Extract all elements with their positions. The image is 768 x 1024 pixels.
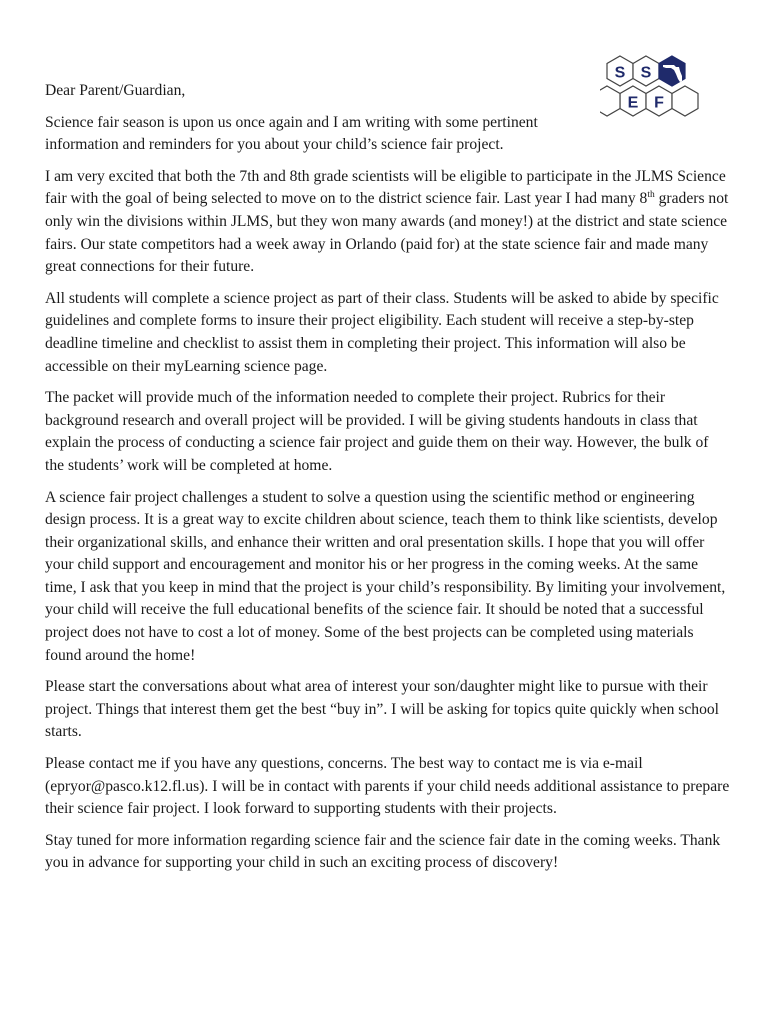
paragraph-eligibility-part1: I am very excited that both the 7th and 8th grade scientists will be eligible to participate in the JLMS Science fair with the goal of being selected to move on to the district science fair. Last year I had many 8: [45, 167, 726, 208]
logo-letter-s2: S: [640, 64, 652, 82]
paragraph-eligibility: [45, 166, 730, 279]
paragraph-packet: The packet will provide much of the information needed to complete their project. Rubrics for their background research and overall project will be provided. I will be giving students handouts in class that explain the process of conducting a science fair project and guide them on their way. However, the bulk of the students’ work will be completed at home.: [45, 389, 709, 474]
logo-letter-f: F: [654, 94, 664, 112]
logo-letter-s1: S: [614, 64, 626, 82]
paragraph-intro: Science fair season is upon us once again and I am writing with some pertinent information and reminders for you about your child’s science fair project.: [45, 113, 538, 154]
ordinal-superscript: th: [647, 190, 655, 201]
paragraph-contact: Please contact me if you have any questions, concerns. The best way to contact me is via e-mail (epryor@pasco.k12.fl.us). I will be in contact with parents if your child needs additional assistance to prepare their science fair project. I look forward to supporting students with their projects.: [45, 755, 730, 818]
paragraph-conversations: Please start the conversations about what area of interest your son/daughter might like to pursue with their project. Things that interest them get the best “buy in”. I will be asking for topics quite quickly when school starts.: [45, 678, 719, 741]
paragraph-closing: Stay tuned for more information regarding science fair and the science fair date in the coming weeks. Thank you in advance for supporting your child in such an exciting process of discovery!: [45, 831, 721, 872]
paragraph-requirements: All students will complete a science project as part of their class. Students will be asked to abide by specific guidelines and complete forms to insure their project eligibility. Each student will receive a step-by-step deadline timeline and checklist to assist them in completing their project. This information will also be accessible on their myLearning science page.: [45, 289, 719, 375]
logo-letter-e: E: [627, 94, 639, 112]
paragraph-eligibility-part2: graders not only win the divisions within JLMS, but they won many awards (and money!) at the district and state science fairs. Our state competitors had a week away in Orlando (paid for) at the state science fair and made many great connections for their future.: [45, 190, 729, 276]
letter-body: [45, 80, 730, 884]
paragraph-challenge: A science fair project challenges a student to solve a question using the scientific method or engineering design process. It is a great way to excite children about science, teach them to think like scientists, develop their organizational skills, and enhance their written and oral presentation skills. I hope that you will offer your child support and encouragement and monitor his or her progress in the coming weeks. At the same time, I ask that you keep in mind that the project is your child’s responsibility. By limiting your involvement, your child will receive the full educational benefits of the science fair. It should be noted that a successful project does not have to cost a lot of money. Some of the best projects can be completed using materials found around the home!: [45, 488, 726, 664]
salutation: Dear Parent/Guardian,: [45, 82, 186, 99]
